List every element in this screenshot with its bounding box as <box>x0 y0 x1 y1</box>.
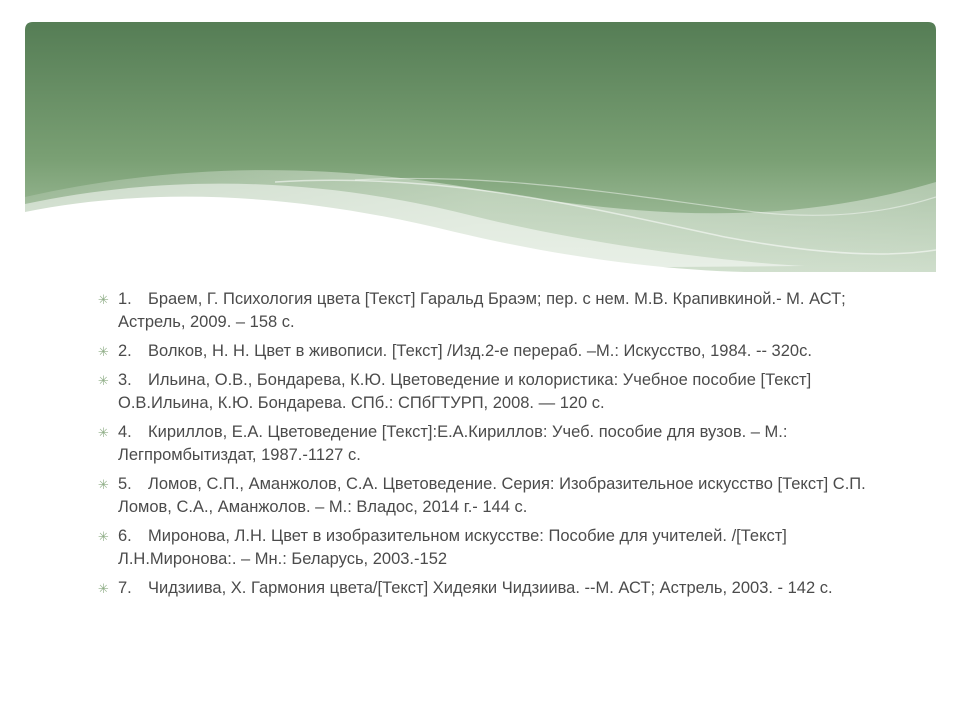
item-text: Ильина, О.В., Бондарева, К.Ю. Цветоведение и колористика: Учебное пособие [Текст] О.В.Ильина, К.Ю. Бондарева. СПб.: СПбГТУРП, 2008. — 120 с. <box>118 371 812 412</box>
item-text: Волков, Н. Н. Цвет в живописи. [Текст] /Изд.2-е перераб. –М.: Искусство, 1984. -- 320с. <box>148 342 812 360</box>
list-item <box>98 525 868 571</box>
item-text: Браем, Г. Психология цвета [Текст] Гаральд Браэм; пер. с нем. М.В. Крапивкиной.- М. АСТ; Астрель, 2009. – 158 с. <box>118 290 846 331</box>
list-item <box>98 369 868 415</box>
list-item <box>98 340 868 363</box>
item-number: 6. <box>118 527 132 545</box>
green-wave-banner <box>25 22 936 272</box>
list-item <box>98 473 868 519</box>
list-item <box>98 288 868 334</box>
star-asterisk-icon: ✳ <box>98 529 109 544</box>
item-text: Чидзиива, Х. Гармония цвета/[Текст] Хидеяки Чидзиива. --М. АСТ; Астрель, 2003. - 142 с. <box>148 579 833 597</box>
item-text: Ломов, С.П., Аманжолов, С.А. Цветоведение. Серия: Изобразительное искусство [Текст] С.П. Ломов, С.А., Аманжолов. – М.: Владос, 2014 г.- 144 с. <box>118 475 866 516</box>
star-asterisk-icon: ✳ <box>98 292 109 307</box>
star-asterisk-icon: ✳ <box>98 581 109 596</box>
item-text: Миронова, Л.Н. Цвет в изобразительном искусстве: Пособие для учителей. /[Текст] Л.Н.Миронова:. – Мн.: Беларусь, 2003.-152 <box>118 527 787 568</box>
item-number: 4. <box>118 423 132 441</box>
item-text: Кириллов, Е.А. Цветоведение [Текст]:Е.А.Кириллов: Учеб. пособие для вузов. – М.: Легпромбытиздат, 1987.-1127 с. <box>118 423 788 464</box>
item-number: 1. <box>118 290 132 308</box>
item-number: 3. <box>118 371 132 389</box>
item-number: 2. <box>118 342 132 360</box>
item-number: 5. <box>118 475 132 493</box>
reference-list <box>98 288 868 606</box>
star-asterisk-icon: ✳ <box>98 344 109 359</box>
star-asterisk-icon: ✳ <box>98 373 109 388</box>
item-number: 7. <box>118 579 132 597</box>
star-asterisk-icon: ✳ <box>98 425 109 440</box>
list-item <box>98 577 868 600</box>
list-item <box>98 421 868 467</box>
star-asterisk-icon: ✳ <box>98 477 109 492</box>
